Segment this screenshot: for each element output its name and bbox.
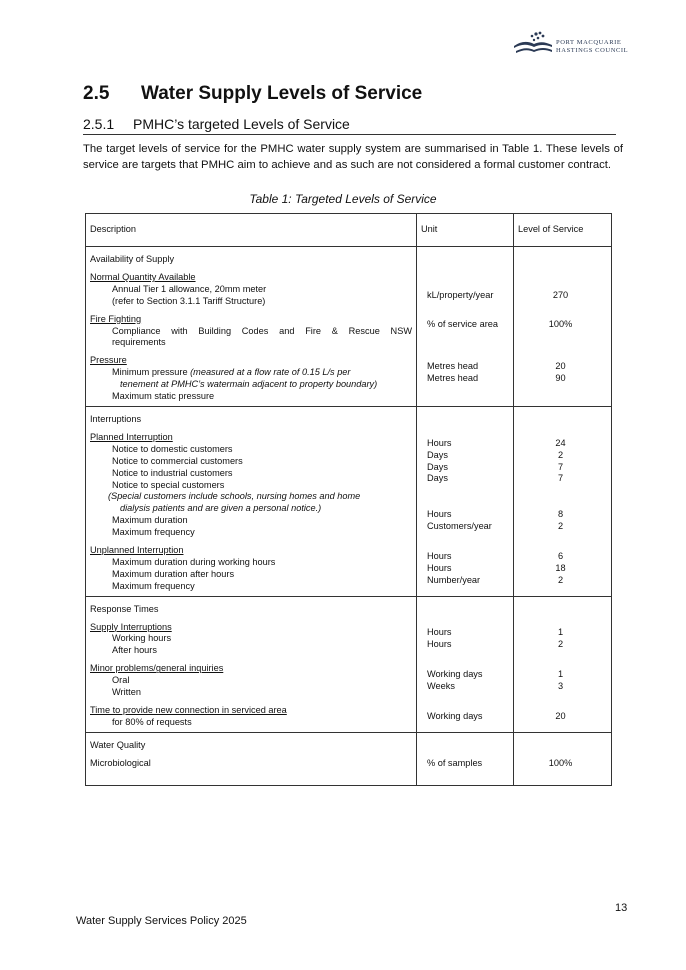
logo-line-1: PORT MACQUARIE — [556, 39, 622, 46]
mp-value-2: 3 — [557, 681, 564, 691]
nqa-line-1: Annual Tier 1 allowance, 20mm meter — [112, 283, 267, 294]
planned-item-2: Notice to commercial customers — [112, 455, 243, 466]
unplanned-unit-1: Hours — [427, 550, 452, 561]
pressure-min-note: (measured at a flow rate of 0.15 L/s per — [190, 367, 351, 378]
subsection-title: PMHC’s targeted Levels of Service — [133, 116, 350, 132]
si-item-2: After hours — [112, 645, 157, 656]
planned-unit-4: Days — [427, 473, 448, 484]
planned-unit-7: Hours — [427, 509, 452, 520]
planned-title: Planned Interruption — [90, 431, 173, 442]
planned-value-8: 2 — [557, 520, 564, 531]
unplanned-value-3: 2 — [557, 574, 564, 585]
si-unit-1: Hours — [427, 627, 452, 638]
quality-unit-1: % of samples — [427, 757, 483, 768]
quality-title: Water Quality — [90, 739, 146, 750]
section-number: 2.5 — [83, 83, 110, 104]
subsection-number: 2.5.1 — [83, 116, 115, 132]
planned-item-7: Maximum duration — [112, 515, 188, 526]
unplanned-title: Unplanned Interruption — [90, 545, 184, 556]
ff-line-2: requirements — [112, 337, 166, 348]
nqa-value: 270 — [552, 289, 569, 300]
nqa-title: Normal Quantity Available — [90, 271, 196, 282]
planned-value-1: 24 — [555, 437, 566, 448]
logo-line-2: HASTINGS COUNCIL — [556, 47, 629, 54]
planned-value-2: 2 — [557, 449, 564, 460]
mp-value-1: 1 — [557, 669, 564, 680]
pressure-title: Pressure — [90, 355, 127, 366]
planned-unit-1: Hours — [427, 437, 452, 448]
si-value-1: 1 — [557, 627, 564, 638]
nc-unit-1: Working days — [427, 710, 483, 721]
planned-item-8: Maximum frequency — [112, 527, 195, 538]
mp-unit-2: Weeks — [427, 681, 455, 691]
pressure-unit-1: Metres head — [427, 361, 479, 372]
levels-of-service-table — [85, 213, 612, 786]
pressure-value-1: 20 — [555, 361, 566, 372]
si-unit-2: Hours — [427, 639, 452, 650]
availability-title: Availability of Supply — [90, 254, 175, 264]
unplanned-value-2: 18 — [555, 562, 566, 573]
table-row-response — [86, 596, 612, 732]
pressure-line-1 — [90, 367, 412, 379]
unplanned-value-1: 6 — [557, 550, 564, 561]
header-unit: Unit — [421, 224, 438, 235]
mp-unit-1: Working days — [427, 669, 483, 680]
planned-item-1: Notice to domestic customers — [112, 443, 233, 454]
planned-value-3: 7 — [557, 461, 564, 472]
nc-value-1: 20 — [555, 710, 566, 721]
subsection-heading — [83, 116, 616, 135]
table-row-quality — [86, 732, 612, 785]
table-caption: Table 1: Targeted Levels of Service — [249, 192, 437, 206]
pressure-line-3: Maximum static pressure — [112, 391, 215, 402]
mp-item-2: Written — [112, 687, 141, 698]
interruptions-title: Interruptions — [90, 413, 142, 424]
ff-line-1: Compliance with Building Codes and Fire & Rescue NSW — [112, 325, 412, 336]
planned-unit-2: Days — [427, 449, 448, 460]
quality-item-1: Microbiological — [90, 757, 151, 768]
council-logo — [512, 30, 632, 58]
planned-item-3: Notice to industrial customers — [112, 467, 233, 478]
planned-note-1: (Special customers include schools, nursing homes and home — [108, 491, 361, 502]
nc-title: Time to provide new connection in serviced area — [90, 705, 287, 715]
section-title: Water Supply Levels of Service — [141, 83, 423, 104]
planned-note-2: dialysis patients and are given a personal notice.) — [120, 503, 322, 514]
pressure-value-2: 90 — [555, 373, 566, 384]
ff-title: Fire Fighting — [90, 313, 142, 324]
intro-paragraph: The target levels of service for the PMHC water supply system are summarised in Table 1. These levels of service are targets that PMHC aim to achieve and as such are not considered a formal customer contract. — [83, 143, 623, 171]
unplanned-item-1: Maximum duration during working hours — [112, 556, 276, 567]
unplanned-item-3: Maximum frequency — [112, 580, 195, 591]
header-level: Level of Service — [518, 224, 584, 235]
mp-item-1: Oral — [112, 675, 130, 686]
planned-item-4: Notice to special customers — [112, 479, 225, 490]
nc-item-1: for 80% of requests — [112, 716, 192, 727]
council-logo-icon — [512, 30, 554, 56]
planned-unit-3: Days — [427, 461, 448, 472]
si-title: Supply Interruptions — [90, 621, 172, 632]
planned-value-7: 8 — [557, 509, 564, 520]
unplanned-unit-2: Hours — [427, 562, 452, 573]
ff-value: 100% — [548, 319, 573, 330]
section-heading — [83, 83, 422, 105]
pressure-unit-2: Metres head — [427, 373, 479, 384]
table-header-row — [86, 214, 612, 247]
planned-value-4: 7 — [557, 473, 564, 484]
response-title: Response Times — [90, 603, 159, 614]
nqa-unit: kL/property/year — [427, 289, 494, 300]
nqa-line-2: (refer to Section 3.1.1 Tariff Structure) — [112, 295, 266, 306]
footer-text: Water Supply Services Policy 2025 — [76, 915, 247, 927]
pressure-min-label: Minimum pressure — [112, 367, 191, 378]
si-item-1: Working hours — [112, 633, 172, 644]
si-value-2: 2 — [557, 639, 564, 650]
page-number: 13 — [615, 902, 628, 914]
unplanned-unit-3: Number/year — [427, 574, 481, 585]
header-description: Description — [90, 224, 136, 235]
table-row-availability — [86, 247, 612, 407]
planned-unit-8: Customers/year — [427, 520, 492, 531]
table-row-interruptions — [86, 406, 612, 596]
mp-title: Minor problems/general inquiries — [90, 663, 224, 674]
pressure-line-2: tenement at PMHC’s watermain adjacent to property boundary) — [120, 379, 378, 390]
ff-unit: % of service area — [427, 319, 498, 330]
unplanned-item-2: Maximum duration after hours — [112, 568, 235, 579]
quality-value-1: 100% — [548, 757, 573, 768]
